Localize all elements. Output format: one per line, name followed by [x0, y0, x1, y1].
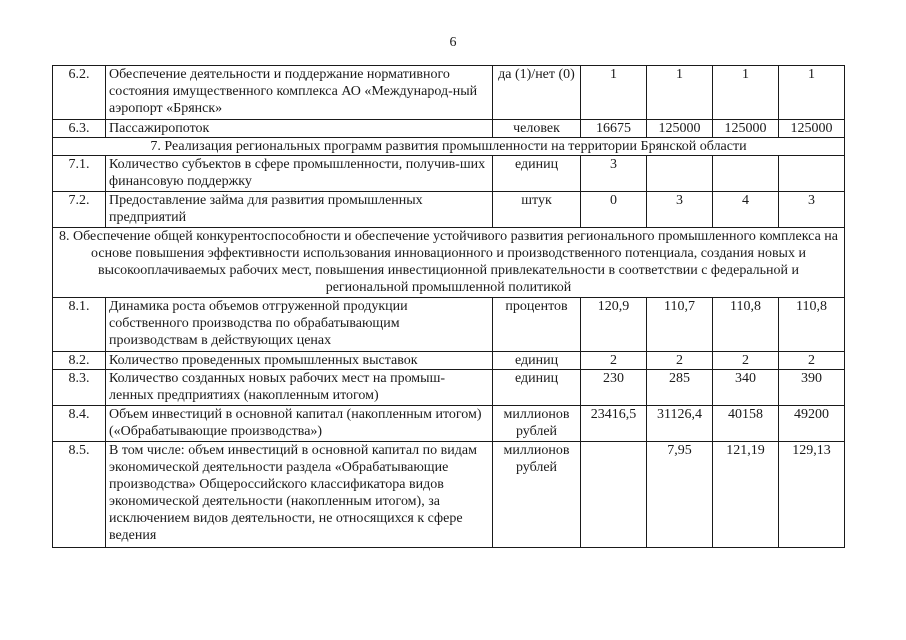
- value-cell: 129,13: [779, 442, 845, 548]
- value-cell: 0: [581, 192, 647, 228]
- value-cell: 121,19: [713, 442, 779, 548]
- indicator-name: Количество проведенных промышленных выставок: [106, 352, 493, 370]
- value-cell: 2: [581, 352, 647, 370]
- value-cell: 7,95: [647, 442, 713, 548]
- value-cell: 110,8: [779, 298, 845, 352]
- value-cell: 4: [713, 192, 779, 228]
- unit-cell: единиц: [493, 156, 581, 192]
- table-row: [53, 156, 845, 192]
- unit-cell: единиц: [493, 352, 581, 370]
- value-cell: 1: [779, 66, 845, 120]
- indicator-name: Предоставление займа для развития промышленных предприятий: [106, 192, 493, 228]
- value-cell: 1: [581, 66, 647, 120]
- row-number: 6.2.: [53, 66, 106, 120]
- indicator-name: Количество созданных новых рабочих мест на промыш-ленных предприятиях (накопленным итогом): [106, 370, 493, 406]
- unit-cell: миллионов рублей: [493, 442, 581, 548]
- value-cell: 120,9: [581, 298, 647, 352]
- value-cell: 31126,4: [647, 406, 713, 442]
- value-cell: 125000: [713, 120, 779, 138]
- value-cell: 40158: [713, 406, 779, 442]
- table-row: [53, 66, 845, 120]
- row-number: 8.1.: [53, 298, 106, 352]
- value-cell: [647, 156, 713, 192]
- row-number: 7.1.: [53, 156, 106, 192]
- value-cell: 2: [779, 352, 845, 370]
- indicator-name: Пассажиропоток: [106, 120, 493, 138]
- unit-cell: миллионов рублей: [493, 406, 581, 442]
- value-cell: 390: [779, 370, 845, 406]
- value-cell: 125000: [647, 120, 713, 138]
- table-row: [53, 406, 845, 442]
- table-row: [53, 352, 845, 370]
- row-number: 8.4.: [53, 406, 106, 442]
- value-cell: 285: [647, 370, 713, 406]
- row-number: 7.2.: [53, 192, 106, 228]
- value-cell: [581, 442, 647, 548]
- value-cell: 2: [713, 352, 779, 370]
- value-cell: 3: [779, 192, 845, 228]
- table-row: [53, 298, 845, 352]
- value-cell: 125000: [779, 120, 845, 138]
- value-cell: 3: [647, 192, 713, 228]
- value-cell: 3: [581, 156, 647, 192]
- page-number: 6: [449, 35, 457, 50]
- row-number: 8.5.: [53, 442, 106, 548]
- section-row: [53, 138, 845, 156]
- section-row: [53, 228, 845, 298]
- indicators-table: [52, 65, 845, 548]
- unit-cell: человек: [493, 120, 581, 138]
- table-row: [53, 370, 845, 406]
- unit-cell: процентов: [493, 298, 581, 352]
- value-cell: 2: [647, 352, 713, 370]
- value-cell: 230: [581, 370, 647, 406]
- row-number: 8.3.: [53, 370, 106, 406]
- row-number: 8.2.: [53, 352, 106, 370]
- value-cell: 110,8: [713, 298, 779, 352]
- table-row: [53, 192, 845, 228]
- unit-cell: единиц: [493, 370, 581, 406]
- indicator-name: Обеспечение деятельности и поддержание нормативного состояния имущественного комплекса АО «Международ-ный аэропорт «Брянск»: [106, 66, 493, 120]
- value-cell: [779, 156, 845, 192]
- value-cell: 340: [713, 370, 779, 406]
- value-cell: 110,7: [647, 298, 713, 352]
- unit-cell: штук: [493, 192, 581, 228]
- indicator-name: Объем инвестиций в основной капитал (накопленным итогом) («Обрабатывающие производства»): [106, 406, 493, 442]
- indicator-name: В том числе: объем инвестиций в основной капитал по видам экономической деятельности раздела «Обрабатывающие производства» Общероссийского классификатора видов экономической деятельности (накопленным итогом), за исключением видов деятельности, не относящихся к сфере ведения: [106, 442, 493, 548]
- value-cell: 49200: [779, 406, 845, 442]
- unit-cell: да (1)/нет (0): [493, 66, 581, 120]
- value-cell: [713, 156, 779, 192]
- section-heading: 8. Обеспечение общей конкурентоспособности и обеспечение устойчивого развития регионального промышленного комплекса на основе повышения эффективности использования инновационного и производственного потенциала, создания новых и высокооплачиваемых рабочих мест, повышения инвестиционной привлекательности в соответствии с федеральной и региональной промышленной политикой: [53, 228, 845, 298]
- row-number: 6.3.: [53, 120, 106, 138]
- value-cell: 23416,5: [581, 406, 647, 442]
- indicator-name: Количество субъектов в сфере промышленности, получив-ших финансовую поддержку: [106, 156, 493, 192]
- value-cell: 16675: [581, 120, 647, 138]
- table-row: [53, 120, 845, 138]
- section-heading: 7. Реализация региональных программ развития промышленности на территории Брянской области: [53, 138, 845, 156]
- table-row: [53, 442, 845, 548]
- value-cell: 1: [713, 66, 779, 120]
- indicator-name: Динамика роста объемов отгруженной продукции собственного производства по обрабатывающим производствам в действующих ценах: [106, 298, 493, 352]
- value-cell: 1: [647, 66, 713, 120]
